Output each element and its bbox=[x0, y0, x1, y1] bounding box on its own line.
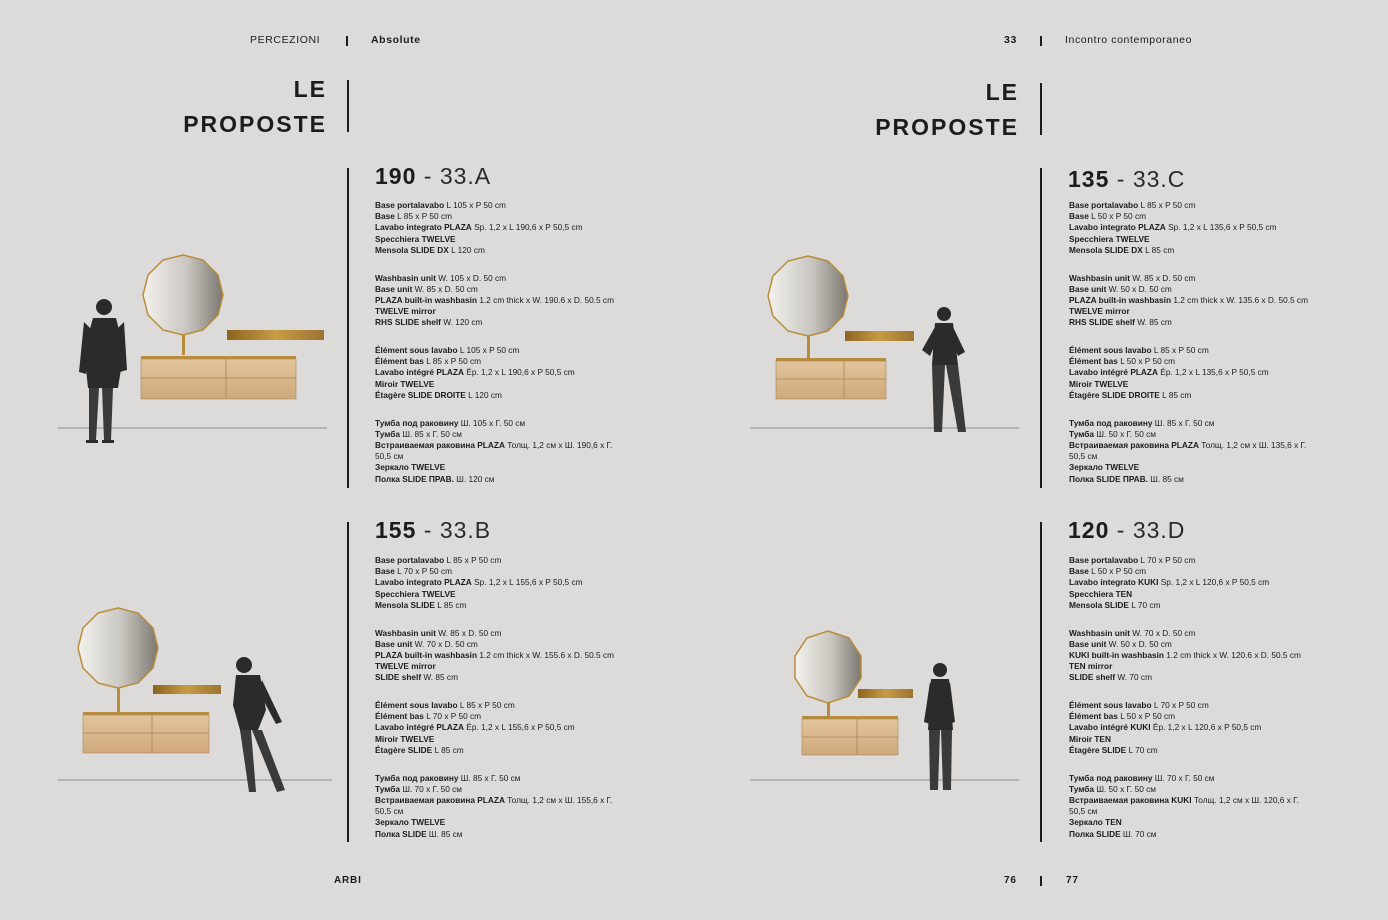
footer-divider bbox=[1040, 876, 1042, 886]
spec-item-name: SLIDE shelf bbox=[1069, 672, 1116, 683]
spec-item-dimensions: Ш. 85 x Г. 50 см bbox=[400, 428, 463, 439]
spec-item-name: Miroir TEN bbox=[1069, 733, 1111, 744]
spec-item-name: Élément sous lavabo bbox=[1069, 700, 1152, 711]
page-title-left: LE PROPOSTE bbox=[183, 76, 327, 137]
spec-item-name: Base unit bbox=[375, 638, 413, 649]
spec-item-name: Base unit bbox=[1069, 283, 1107, 294]
spec-item-name: Élément bas bbox=[375, 711, 424, 722]
spec-item-name: Mensola SLIDE bbox=[1069, 599, 1129, 610]
spec-item-dimensions: Толщ. 1,2 см x Ш. 120,6 x Г. bbox=[1191, 794, 1299, 805]
spec-item-name: Зеркало TWELVE bbox=[375, 462, 446, 473]
spec-item-name: Élément sous lavabo bbox=[375, 700, 458, 711]
spec-item-name: Lavabo intégré PLAZA bbox=[375, 722, 464, 733]
spec-item-name: SLIDE shelf bbox=[375, 672, 422, 683]
spec-item-name: Mensola SLIDE bbox=[375, 599, 435, 610]
spec-item-dimensions: 50,5 см bbox=[1069, 806, 1098, 817]
spec-item-name: Lavabo intégré KUKI bbox=[1069, 722, 1151, 733]
spec-item-name: Lavabo integrato PLAZA bbox=[1069, 222, 1166, 233]
spec-item-name: Étagère SLIDE DROITE bbox=[375, 389, 466, 400]
spec-item-dimensions: Ш. 120 см bbox=[453, 473, 495, 484]
spec-item-dimensions: Ép. 1,2 x L 135,6 x P 50,5 cm bbox=[1157, 367, 1269, 378]
mirror-twelve-33a bbox=[143, 255, 223, 335]
spec-item-dimensions: L 120 cm bbox=[448, 244, 485, 255]
human-figure-33a bbox=[79, 299, 127, 443]
brand-name: ARBI bbox=[334, 875, 362, 886]
spec-item-dimensions: L 70 x P 50 cm bbox=[1151, 700, 1209, 711]
spec-item-dimensions: L 85 cm bbox=[1159, 389, 1192, 400]
spec-item-dimensions: Ш. 85 x Г. 50 см bbox=[1152, 417, 1215, 428]
shelf-slide-33c bbox=[845, 331, 914, 341]
spec-item-dimensions: Sp. 1,2 x L 120,6 x P 50,5 cm bbox=[1158, 577, 1270, 588]
section-label: PERCEZIONI bbox=[250, 34, 321, 46]
spec-item-dimensions: L 85 cm bbox=[432, 744, 464, 755]
washbasin-top bbox=[141, 356, 296, 359]
human-figure-33d bbox=[924, 663, 955, 790]
spec-item-dimensions: Sp. 1,2 x L 190,6 x P 50,5 cm bbox=[471, 222, 583, 233]
spec-item-dimensions: Ш. 85 см bbox=[426, 828, 463, 839]
shelf-slide-33a bbox=[227, 330, 324, 340]
spec-item-name: Base unit bbox=[1069, 638, 1107, 649]
spec-item-name: KUKI built-in washbasin bbox=[1069, 649, 1164, 660]
spec-item-dimensions: L 50 x P 50 cm bbox=[1117, 356, 1176, 367]
spec-item-dimensions: W. 85 cm bbox=[1134, 317, 1172, 328]
spec-item-name: Washbasin unit bbox=[375, 627, 436, 638]
tap bbox=[182, 335, 185, 355]
spec-item-name: Base bbox=[375, 566, 395, 577]
mirror-twelve-33b bbox=[78, 608, 158, 688]
spec-item-dimensions: Ép. 1,2 x L 190,6 x P 50,5 cm bbox=[463, 367, 575, 378]
mirror-ten-33d bbox=[795, 631, 861, 703]
spec-item-name: Тумба под раковину bbox=[375, 772, 459, 783]
spec-item-name: Lavabo integrato PLAZA bbox=[375, 222, 472, 233]
spec-item-dimensions: W. 70 cm bbox=[1115, 672, 1152, 683]
spec-item-dimensions: Ép. 1,2 x L 155,6 x P 50,5 cm bbox=[463, 722, 575, 733]
spec-item-dimensions: W. 70 x D. 50 cm bbox=[412, 638, 478, 649]
spec-item-name: Зеркало TWELVE bbox=[375, 817, 446, 828]
spec-item-name: Étagère SLIDE DROITE bbox=[1069, 389, 1160, 400]
shelf-slide-33b bbox=[153, 685, 221, 694]
spec-item-dimensions: L 105 x P 50 cm bbox=[457, 345, 520, 356]
spec-item-name: Тумба bbox=[375, 783, 401, 794]
spec-item-dimensions: Ш. 70 x Г. 50 см bbox=[400, 783, 463, 794]
spec-item-dimensions: L 85 x P 50 cm bbox=[1138, 200, 1196, 210]
spec-item-name: Miroir TWELVE bbox=[375, 378, 435, 389]
spec-item-name: Встраиваемая раковина PLAZA bbox=[375, 439, 505, 450]
collection-title: Absolute bbox=[371, 34, 421, 46]
spec-item-dimensions: 50,5 см bbox=[1069, 451, 1098, 462]
product-heading-33d: 120 - 33.D bbox=[1068, 517, 1186, 543]
vanity-illustration-33b bbox=[58, 608, 332, 792]
spec-item-dimensions: Ép. 1,2 x L 120,6 x P 50,5 cm bbox=[1150, 722, 1262, 733]
spec-item-name: PLAZA built-in washbasin bbox=[375, 649, 478, 660]
section-title-right: Incontro contemporaneo bbox=[1065, 34, 1193, 46]
spec-item-dimensions: 1.2 cm thick x W. 120.6 x D. 50.5 cm bbox=[1163, 649, 1301, 660]
tap bbox=[807, 336, 810, 358]
spec-item-name: Base bbox=[1069, 566, 1089, 577]
spec-item-dimensions: Sp. 1,2 x L 135,6 x P 50,5 cm bbox=[1165, 222, 1277, 233]
spec-item-name: Тумба под раковину bbox=[1069, 772, 1153, 783]
spec-item-dimensions: W. 70 x D. 50 cm bbox=[1130, 627, 1196, 638]
spec-item-dimensions: 1.2 cm thick x W. 155.6 x D. 50.5 cm bbox=[477, 649, 614, 660]
spec-item-name: Base portalavabo bbox=[1069, 200, 1139, 210]
spec-item-dimensions: Толщ. 1,2 см x Ш. 190,6 x Г. bbox=[504, 439, 613, 450]
spec-item-name: Base bbox=[375, 211, 395, 222]
mirror-twelve-33c bbox=[768, 256, 848, 336]
spec-item-name: Полка SLIDE ПРАВ. bbox=[375, 473, 454, 484]
vanity-illustration-33d bbox=[750, 631, 1019, 790]
spec-item-name: Élément bas bbox=[1069, 356, 1118, 367]
washbasin-top bbox=[776, 358, 886, 361]
spec-item-name: TEN mirror bbox=[1069, 661, 1113, 672]
spec-item-name: RHS SLIDE shelf bbox=[375, 317, 441, 328]
spec-item-name: Étagère SLIDE bbox=[375, 744, 433, 755]
spec-item-name: Base unit bbox=[375, 283, 413, 294]
product-heading-33b: 155 - 33.B bbox=[375, 517, 492, 543]
spec-item-name: Miroir TWELVE bbox=[1069, 378, 1129, 389]
spec-item-name: TWELVE mirror bbox=[375, 306, 436, 317]
spec-item-name: Élément bas bbox=[375, 356, 424, 367]
spec-item-dimensions: Ш. 70 x Г. 50 см bbox=[1152, 772, 1215, 783]
spec-item-dimensions: Ш. 50 x Г. 50 см bbox=[1094, 428, 1157, 439]
spec-item-dimensions: 1.2 cm thick x W. 190.6 x D. 50.5 cm bbox=[477, 294, 614, 305]
cabinet bbox=[776, 361, 886, 399]
spec-item-dimensions: Ш. 85 см bbox=[1147, 473, 1184, 484]
spec-item-name: Base portalavabo bbox=[375, 200, 445, 210]
spec-item-dimensions: W. 120 cm bbox=[440, 317, 483, 328]
spec-item-name: Lavabo integrato PLAZA bbox=[375, 577, 472, 588]
spec-item-name: Washbasin unit bbox=[1069, 627, 1130, 638]
cabinet bbox=[83, 715, 209, 753]
spec-item-name: TWELVE mirror bbox=[375, 661, 436, 672]
section-number: 33 bbox=[1004, 34, 1017, 46]
spec-item-dimensions: L 120 cm bbox=[465, 389, 502, 400]
spec-item-dimensions: L 50 x P 50 cm bbox=[1088, 211, 1147, 222]
shelf-slide-33d bbox=[858, 689, 913, 698]
spec-item-name: Mensola SLIDE DX bbox=[375, 244, 449, 255]
spec-item-name: RHS SLIDE shelf bbox=[1069, 317, 1135, 328]
spec-item-dimensions: W. 85 x D. 50 cm bbox=[412, 283, 478, 294]
spec-item-dimensions: W. 50 x D. 50 cm bbox=[1106, 638, 1172, 649]
spec-item-name: Élément bas bbox=[1069, 711, 1118, 722]
spec-item-name: Specchiera TWELVE bbox=[1069, 233, 1150, 244]
spec-item-dimensions: L 70 x P 50 cm bbox=[394, 566, 453, 577]
page-number-left: 76 bbox=[1004, 875, 1017, 886]
spec-item-dimensions: L 85 x P 50 cm bbox=[444, 555, 502, 565]
spec-item-name: Élément sous lavabo bbox=[375, 345, 458, 356]
spec-item-dimensions: W. 85 cm bbox=[421, 672, 458, 683]
spec-item-dimensions: L 85 cm bbox=[434, 599, 467, 610]
spec-item-name: Washbasin unit bbox=[1069, 272, 1130, 283]
product-heading-33a: 190 - 33.A bbox=[375, 163, 492, 189]
spec-item-dimensions: 50,5 см bbox=[375, 806, 404, 817]
spec-item-name: Lavabo intégré PLAZA bbox=[1069, 367, 1158, 378]
product-heading-33c: 135 - 33.C bbox=[1068, 166, 1186, 192]
spec-item-name: Полка SLIDE bbox=[375, 828, 427, 839]
spec-item-dimensions: W. 85 x D. 50 cm bbox=[436, 627, 502, 638]
spec-item-dimensions: L 70 cm bbox=[1128, 599, 1161, 610]
spec-item-name: Specchiera TEN bbox=[1069, 588, 1133, 599]
spec-item-name: Тумба bbox=[1069, 783, 1095, 794]
spec-item-name: Étagère SLIDE bbox=[1069, 744, 1127, 755]
spec-item-name: Зеркало TEN bbox=[1069, 817, 1122, 828]
spec-item-dimensions: L 50 x P 50 cm bbox=[1088, 566, 1147, 577]
spec-item-name: Тумба bbox=[1069, 428, 1095, 439]
spec-item-name: Base portalavabo bbox=[1069, 555, 1139, 565]
spec-item-dimensions: L 70 x P 50 cm bbox=[1138, 555, 1196, 565]
vanity-illustration-33c bbox=[750, 256, 1019, 432]
spec-item-dimensions: L 85 x P 50 cm bbox=[457, 700, 515, 711]
spec-item-name: TWELVE mirror bbox=[1069, 306, 1130, 317]
washbasin-top bbox=[83, 712, 209, 715]
spec-item-dimensions: Толщ. 1,2 см x Ш. 155,6 x Г. bbox=[504, 794, 613, 805]
spec-item-dimensions: W. 50 x D. 50 cm bbox=[1106, 283, 1172, 294]
spec-item-name: Base portalavabo bbox=[375, 555, 445, 565]
spec-item-name: Lavabo intégré PLAZA bbox=[375, 367, 464, 378]
tap bbox=[117, 688, 120, 712]
spec-item-name: Полка SLIDE bbox=[1069, 828, 1121, 839]
spec-item-dimensions: Sp. 1,2 x L 155,6 x P 50,5 cm bbox=[471, 577, 583, 588]
spec-item-name: Base bbox=[1069, 211, 1089, 222]
spec-item-name: Встраиваемая раковина PLAZA bbox=[1069, 439, 1199, 450]
spec-item-dimensions: 50,5 см bbox=[375, 451, 404, 462]
spec-item-name: Тумба bbox=[375, 428, 401, 439]
spec-item-dimensions: Ш. 50 x Г. 50 см bbox=[1094, 783, 1157, 794]
human-figure-33b bbox=[233, 657, 285, 792]
washbasin-top bbox=[802, 716, 898, 719]
spec-item-dimensions: W. 105 x D. 50 cm bbox=[436, 272, 507, 283]
spec-item-name: Встраиваемая раковина PLAZA bbox=[375, 794, 505, 805]
spec-item-dimensions: L 105 x P 50 cm bbox=[444, 200, 506, 210]
spec-item-dimensions: W. 85 x D. 50 cm bbox=[1130, 272, 1196, 283]
spec-item-dimensions: Ш. 105 x Г. 50 см bbox=[458, 417, 526, 428]
spec-item-dimensions: L 85 x P 50 cm bbox=[423, 356, 482, 367]
spec-item-dimensions: L 50 x P 50 cm bbox=[1117, 711, 1176, 722]
page-number-right: 77 bbox=[1066, 875, 1079, 886]
spec-item-name: Тумба под раковину bbox=[375, 417, 459, 428]
spec-item-name: PLAZA built-in washbasin bbox=[1069, 294, 1172, 305]
spec-item-dimensions: L 85 cm bbox=[1142, 244, 1175, 255]
spec-item-name: Specchiera TWELVE bbox=[375, 233, 456, 244]
human-figure-33c bbox=[922, 307, 966, 432]
cabinet bbox=[141, 359, 296, 399]
spec-item-name: PLAZA built-in washbasin bbox=[375, 294, 478, 305]
spec-item-name: Lavabo integrato KUKI bbox=[1069, 577, 1159, 588]
tap bbox=[827, 703, 830, 716]
spec-item-name: Тумба под раковину bbox=[1069, 417, 1153, 428]
spec-item-dimensions: L 70 cm bbox=[1126, 744, 1158, 755]
spec-item-dimensions: L 85 x P 50 cm bbox=[1151, 345, 1209, 356]
spec-item-dimensions: L 70 x P 50 cm bbox=[423, 711, 482, 722]
spec-item-dimensions: Толщ. 1,2 см x Ш. 135,6 x Г. bbox=[1198, 439, 1307, 450]
spec-item-dimensions: Ш. 85 x Г. 50 см bbox=[458, 772, 521, 783]
spec-item-dimensions: 1.2 cm thick x W. 135.6 x D. 50.5 cm bbox=[1171, 294, 1308, 305]
spec-item-dimensions: Ш. 70 см bbox=[1120, 828, 1157, 839]
spec-item-name: Полка SLIDE ПРАВ. bbox=[1069, 473, 1148, 484]
spec-item-name: Miroir TWELVE bbox=[375, 733, 435, 744]
spec-item-name: Specchiera TWELVE bbox=[375, 588, 456, 599]
spec-item-name: Élément sous lavabo bbox=[1069, 345, 1152, 356]
page-title-right: LE PROPOSTE bbox=[875, 79, 1019, 140]
spec-item-name: Mensola SLIDE DX bbox=[1069, 244, 1143, 255]
spec-item-name: Зеркало TWELVE bbox=[1069, 462, 1140, 473]
spec-item-dimensions: L 85 x P 50 cm bbox=[394, 211, 453, 222]
spec-item-name: Washbasin unit bbox=[375, 272, 436, 283]
spec-item-name: Встраиваемая раковина KUKI bbox=[1069, 794, 1192, 805]
vanity-illustration-33a bbox=[58, 255, 327, 443]
